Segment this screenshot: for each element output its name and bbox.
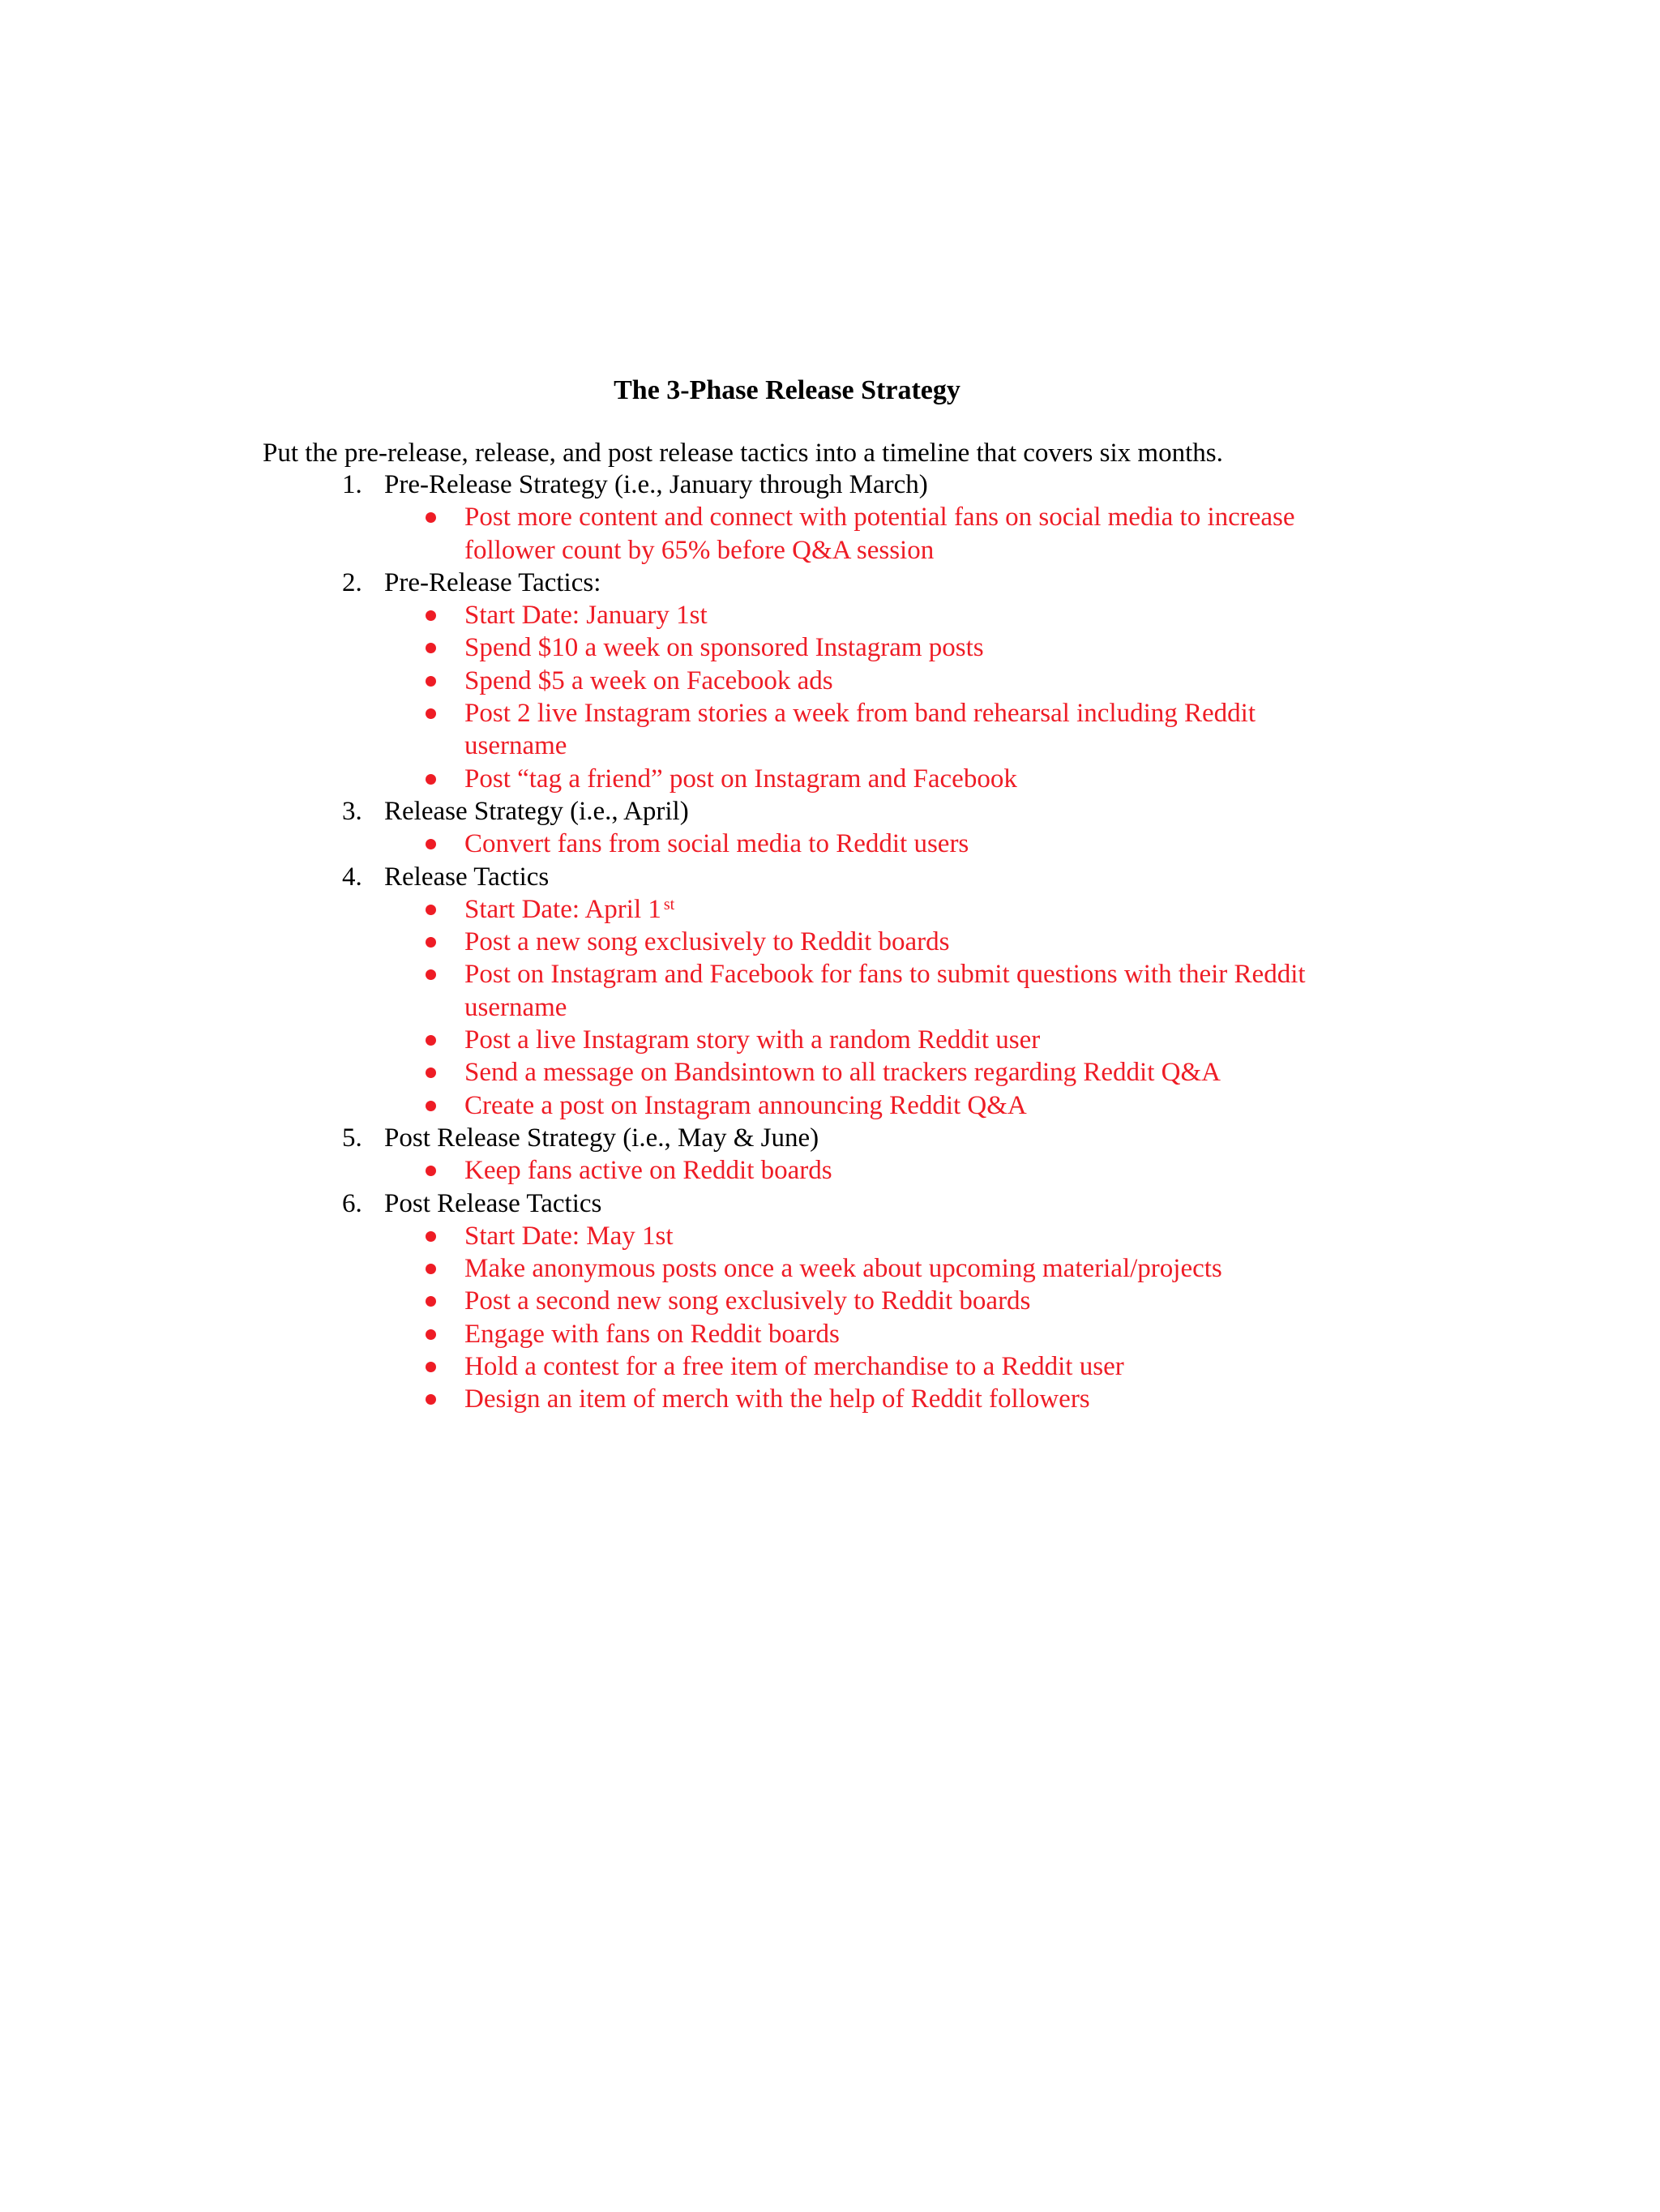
bullet-text bbox=[464, 1285, 1316, 1317]
bullet-main-text: Start Date: April 1 bbox=[464, 894, 661, 924]
bullet-text bbox=[464, 1056, 1316, 1089]
bullet-dot-icon bbox=[426, 839, 436, 849]
bullet-dot-icon bbox=[426, 969, 436, 980]
bullet-main-text: Post more content and connect with potential fans on social media to increase follower count by 65% before Q&A session bbox=[464, 503, 1295, 565]
section-number: 6. bbox=[342, 1188, 362, 1218]
bullet-dot-icon bbox=[426, 708, 436, 719]
section-number: 2. bbox=[342, 567, 362, 597]
bullet-main-text: Make anonymous posts once a week about upcoming material/projects bbox=[464, 1254, 1222, 1284]
section-number: 4. bbox=[342, 862, 362, 892]
bullet-dot-icon bbox=[426, 1329, 436, 1340]
bullet-dot-icon bbox=[426, 1067, 436, 1078]
bullet-main-text: Spend $5 a week on Facebook ads bbox=[464, 665, 833, 695]
bullet-dot-icon bbox=[426, 643, 436, 653]
bullet-dot-icon bbox=[426, 676, 436, 687]
bullet-list bbox=[0, 1154, 1660, 1187]
bullet-text bbox=[464, 501, 1316, 567]
bullet-item bbox=[0, 599, 1660, 631]
bullet-text bbox=[464, 599, 1316, 631]
section-label: Pre-Release Tactics: bbox=[384, 567, 601, 597]
bullet-main-text: Hold a contest for a free item of merchandise to a Reddit user bbox=[464, 1352, 1124, 1382]
bullet-main-text: Post a second new song exclusively to Reddit boards bbox=[464, 1286, 1031, 1316]
bullet-item bbox=[0, 1318, 1660, 1350]
bullet-dot-icon bbox=[426, 774, 436, 785]
bullet-item bbox=[0, 1350, 1660, 1383]
bullet-item bbox=[0, 893, 1660, 926]
bullet-list bbox=[0, 599, 1660, 795]
bullet-main-text: Design an item of merch with the help of Reddit followers bbox=[464, 1384, 1090, 1414]
bullet-dot-icon bbox=[426, 1166, 436, 1176]
bullet-text bbox=[464, 1154, 1316, 1187]
outline-section bbox=[0, 567, 1660, 795]
bullet-item bbox=[0, 1089, 1660, 1122]
bullet-text bbox=[464, 958, 1316, 1024]
bullet-main-text: Post “tag a friend” post on Instagram and Facebook bbox=[464, 764, 1017, 794]
bullet-dot-icon bbox=[426, 1231, 436, 1242]
bullet-item bbox=[0, 763, 1660, 795]
bullet-item bbox=[0, 828, 1660, 860]
bullet-text bbox=[464, 1350, 1316, 1383]
bullet-text bbox=[464, 697, 1316, 763]
section-label: Release Strategy (i.e., April) bbox=[384, 796, 689, 826]
bullet-main-text: Create a post on Instagram announcing Reddit Q&A bbox=[464, 1090, 1027, 1120]
bullet-main-text: Start Date: May 1st bbox=[464, 1221, 674, 1251]
bullet-list bbox=[0, 1220, 1660, 1416]
bullet-text bbox=[464, 1089, 1316, 1122]
ordinal-suffix: st bbox=[663, 895, 675, 913]
bullet-main-text: Post 2 live Instagram stories a week from band rehearsal including Reddit username bbox=[464, 699, 1256, 761]
bullet-item bbox=[0, 665, 1660, 697]
bullet-text bbox=[464, 893, 1316, 926]
bullet-main-text: Start Date: January 1st bbox=[464, 601, 708, 631]
bullet-main-text: Convert fans from social media to Reddit users bbox=[464, 829, 969, 859]
section-label: Post Release Tactics bbox=[384, 1188, 602, 1218]
bullet-item bbox=[0, 1154, 1660, 1187]
outline-section bbox=[0, 468, 1660, 567]
bullet-dot-icon bbox=[426, 512, 436, 523]
bullet-item bbox=[0, 926, 1660, 958]
bullet-text bbox=[464, 828, 1316, 860]
bullet-item bbox=[0, 1252, 1660, 1285]
bullet-text bbox=[464, 926, 1316, 958]
bullet-main-text: Post on Instagram and Facebook for fans to submit questions with their Reddit username bbox=[464, 960, 1306, 1022]
bullet-item bbox=[0, 1285, 1660, 1317]
strategy-outline bbox=[0, 468, 1660, 1416]
bullet-main-text: Post a new song exclusively to Reddit boards bbox=[464, 927, 950, 957]
bullet-main-text: Post a live Instagram story with a random Reddit user bbox=[464, 1025, 1041, 1055]
bullet-item bbox=[0, 958, 1660, 1024]
bullet-text bbox=[464, 1252, 1316, 1285]
section-number: 1. bbox=[342, 470, 362, 499]
bullet-item bbox=[0, 697, 1660, 763]
bullet-item bbox=[0, 1024, 1660, 1056]
bullet-list bbox=[0, 893, 1660, 1122]
bullet-item bbox=[0, 501, 1660, 567]
bullet-text bbox=[464, 1383, 1316, 1415]
section-label: Pre-Release Strategy (i.e., January through March) bbox=[384, 470, 928, 499]
bullet-dot-icon bbox=[426, 937, 436, 948]
bullet-main-text: Keep fans active on Reddit boards bbox=[464, 1156, 832, 1186]
bullet-text bbox=[464, 1024, 1316, 1056]
bullet-list bbox=[0, 828, 1660, 860]
section-label: Release Tactics bbox=[384, 862, 550, 892]
bullet-dot-icon bbox=[426, 610, 436, 621]
bullet-item bbox=[0, 1056, 1660, 1089]
bullet-list bbox=[0, 501, 1660, 567]
section-label: Post Release Strategy (i.e., May & June) bbox=[384, 1123, 819, 1153]
bullet-text bbox=[464, 665, 1316, 697]
section-number: 3. bbox=[342, 796, 362, 826]
bullet-dot-icon bbox=[426, 1264, 436, 1274]
bullet-dot-icon bbox=[426, 1296, 436, 1307]
intro-paragraph: Put the pre-release, release, and post release tactics into a timeline that covers six months. bbox=[263, 439, 1223, 468]
bullet-item bbox=[0, 631, 1660, 664]
bullet-dot-icon bbox=[426, 1101, 436, 1111]
bullet-dot-icon bbox=[426, 1394, 436, 1405]
bullet-text bbox=[464, 1220, 1316, 1252]
bullet-main-text: Send a message on Bandsintown to all trackers regarding Reddit Q&A bbox=[464, 1058, 1221, 1088]
bullet-main-text: Engage with fans on Reddit boards bbox=[464, 1319, 840, 1349]
outline-section bbox=[0, 861, 1660, 1122]
bullet-text bbox=[464, 631, 1316, 664]
section-number: 5. bbox=[342, 1123, 362, 1153]
bullet-main-text: Spend $10 a week on sponsored Instagram posts bbox=[464, 633, 984, 663]
bullet-text bbox=[464, 763, 1316, 795]
bullet-item bbox=[0, 1220, 1660, 1252]
bullet-dot-icon bbox=[426, 905, 436, 915]
outline-section bbox=[0, 1122, 1660, 1187]
bullet-dot-icon bbox=[426, 1362, 436, 1372]
bullet-dot-icon bbox=[426, 1035, 436, 1046]
bullet-text bbox=[464, 1318, 1316, 1350]
outline-section bbox=[0, 795, 1660, 861]
document-title: The 3-Phase Release Strategy bbox=[614, 375, 960, 405]
outline-section bbox=[0, 1187, 1660, 1416]
bullet-item bbox=[0, 1383, 1660, 1415]
